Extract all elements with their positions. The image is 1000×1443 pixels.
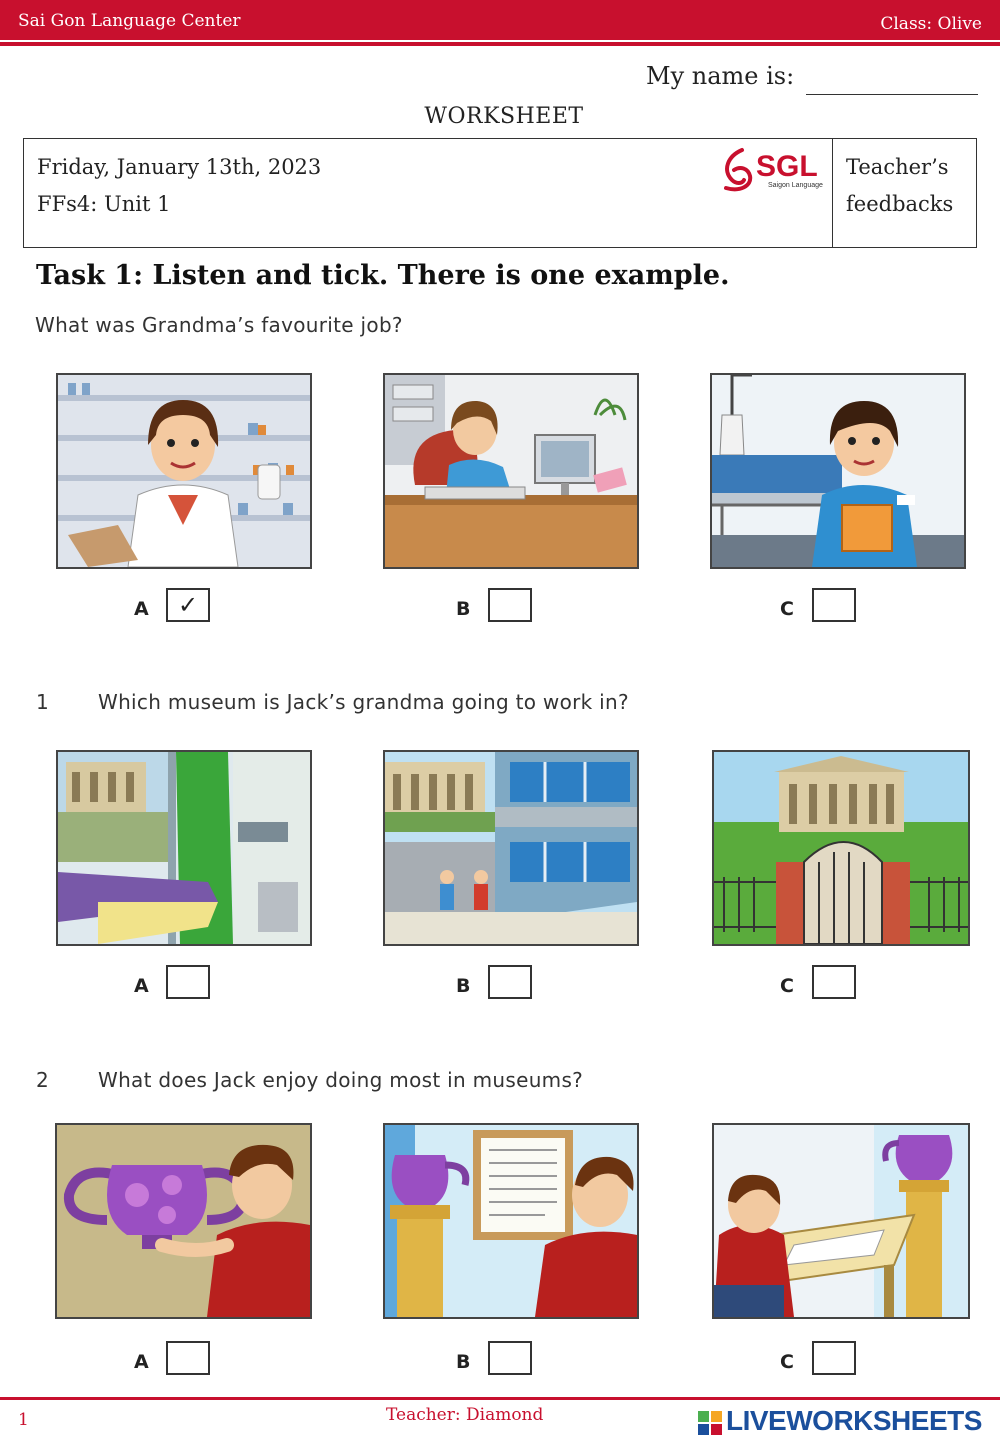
option-label-b: B bbox=[456, 975, 471, 997]
question-2-text: What does Jack enjoy doing most in museums? bbox=[98, 1068, 584, 1092]
option-label-c: C bbox=[780, 975, 794, 997]
option-label-a: A bbox=[134, 1351, 149, 1373]
answer-box-example-b[interactable] bbox=[488, 588, 532, 622]
answer-box-example-c[interactable] bbox=[812, 588, 856, 622]
option-label-b: B bbox=[456, 598, 471, 620]
teacher-name: Teacher: Diamond bbox=[386, 1405, 544, 1425]
hospital-room-picture[interactable] bbox=[56, 750, 312, 946]
option-label-c: C bbox=[780, 598, 794, 620]
office-worker-picture[interactable] bbox=[383, 373, 639, 569]
answer-box-q1-a[interactable] bbox=[166, 965, 210, 999]
option-label-c: C bbox=[780, 1351, 794, 1373]
option-label-b: B bbox=[456, 1351, 471, 1373]
sgl-logo bbox=[720, 146, 830, 192]
drawing-vase-picture[interactable] bbox=[712, 1123, 970, 1319]
question-1-number: 1 bbox=[36, 690, 49, 714]
page-number: 1 bbox=[18, 1410, 29, 1430]
answer-box-q2-a[interactable] bbox=[166, 1341, 210, 1375]
answer-box-q2-c[interactable] bbox=[812, 1341, 856, 1375]
answer-box-example-a[interactable]: ✓ bbox=[166, 588, 210, 622]
answer-box-q1-b[interactable] bbox=[488, 965, 532, 999]
option-label-a: A bbox=[134, 975, 149, 997]
question-1-text: Which museum is Jack’s grandma going to work in? bbox=[98, 690, 629, 714]
worksheet-unit: FFs4: Unit 1 bbox=[37, 192, 171, 216]
answer-box-q1-c[interactable] bbox=[812, 965, 856, 999]
feedback-label-line2: feedbacks bbox=[846, 192, 954, 216]
answer-box-q2-b[interactable] bbox=[488, 1341, 532, 1375]
center-name: Sai Gon Language Center bbox=[18, 11, 241, 31]
holding-vase-picture[interactable] bbox=[55, 1123, 312, 1319]
feedback-label-line1: Teacher’s bbox=[846, 155, 949, 179]
worksheet-date: Friday, January 13th, 2023 bbox=[37, 155, 322, 179]
pharmacist-picture[interactable] bbox=[56, 373, 312, 569]
reading-sign-picture[interactable] bbox=[383, 1123, 639, 1319]
info-box-divider bbox=[832, 138, 833, 248]
logo-text: SGL bbox=[756, 150, 818, 183]
liveworksheets-brand: LIVEWORKSHEETS bbox=[726, 1405, 982, 1436]
name-prompt: My name is: bbox=[646, 62, 795, 90]
question-2-number: 2 bbox=[36, 1068, 49, 1092]
option-label-a: A bbox=[134, 598, 149, 620]
task-title: Task 1: Listen and tick. There is one example. bbox=[36, 260, 730, 291]
nurse-picture[interactable] bbox=[710, 373, 966, 569]
museum-gate-picture[interactable] bbox=[712, 750, 970, 946]
question-example-text: What was Grandma’s favourite job? bbox=[35, 313, 403, 337]
liveworksheets-logo-icon bbox=[697, 1410, 723, 1436]
modern-building-picture[interactable] bbox=[383, 750, 639, 946]
class-label: Class: Olive bbox=[880, 14, 982, 34]
header-divider bbox=[0, 42, 1000, 46]
worksheet-title: WORKSHEET bbox=[424, 104, 584, 129]
logo-subtext: Saigon Language bbox=[768, 182, 823, 189]
name-input-line[interactable] bbox=[806, 94, 978, 95]
footer-divider bbox=[0, 1397, 1000, 1400]
